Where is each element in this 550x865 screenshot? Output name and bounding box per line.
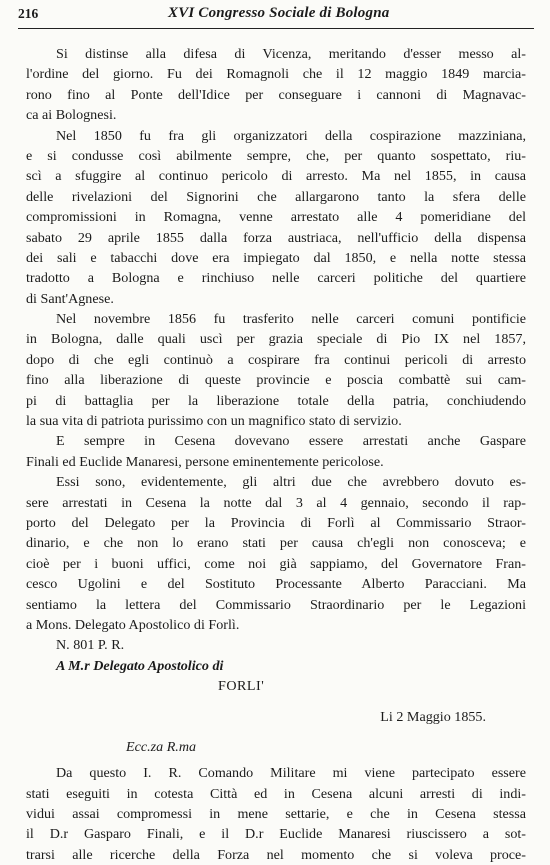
letter-addressee: A M.r Delegato Apostolico di	[56, 657, 224, 674]
text-line: Si distinse alla difesa di Vicenza, meritando d'esser messo al-	[56, 46, 526, 62]
page-body	[26, 44, 526, 865]
text-line: sentiamo la lettera del Commissario Straordinario per le Legazioni	[26, 596, 526, 613]
paragraph	[26, 309, 526, 431]
text-line: trarsi alle ricerche della Forza nel momento che si voleva proce-	[26, 846, 526, 863]
text-line: dinario, e che non lo erano stati per causa ch'egli non conosceva; e	[26, 535, 526, 552]
text-line: porto del Delegato per la Provincia di Forlì al Commissario Straor-	[26, 514, 526, 531]
paragraph	[26, 472, 526, 635]
text-line: Nel novembre 1856 fu trasferito nelle carceri comuni pontificie	[56, 311, 526, 328]
text-line: l'ordine del giorno. Fu dei Romagnoli che il 12 maggio 1849 marcia-	[26, 66, 526, 83]
letter-salutation: Ecc.za R.ma	[126, 738, 197, 755]
running-header	[18, 2, 534, 29]
letter-city: FORLI'	[218, 678, 265, 695]
text-line: pi di battaglia per la liberazione totale della patria, conchiudendo	[26, 392, 526, 409]
text-line: scì a sfuggire al continuo pericolo di arresto. Ma nel 1855, in causa	[26, 168, 526, 185]
text-line: la sua vita di patriota purissimo con un magnifico stato di servizio.	[26, 413, 402, 430]
paragraph	[26, 431, 526, 472]
text-line: di Sant'Agnese.	[26, 290, 114, 307]
text-line: stati eseguiti in cotesta Città ed in Cesena alcuni arresti di indi-	[26, 785, 526, 802]
text-line: dei sali e tabacchi dove era impiegato dal 1850, e nella notte stessa	[26, 249, 526, 266]
paragraph	[26, 44, 526, 126]
text-line: sabato 29 aprile 1855 dalla forza austriaca, nell'ufficio della dispensa	[26, 229, 526, 246]
letter-number: N. 801 P. R.	[56, 637, 125, 654]
text-line: dopo di che egli continuò a cospirare fra continui pericoli di arresto	[26, 351, 526, 368]
text-line: fino alla liberazione di queste provincie e poscia combattè sui cam-	[26, 372, 526, 389]
text-line: Nel 1850 fu fra gli organizzatori della cospirazione mazziniana,	[56, 127, 526, 144]
letter-heading	[26, 635, 526, 763]
text-line: rono fino al Ponte dell'Idice per conseguare i cannoni di Magnavac-	[26, 86, 526, 103]
page-number: 216	[18, 6, 39, 21]
text-line: il D.r Gasparo Finali, e il D.r Euclide Manaresi riuscissero a sot-	[26, 826, 526, 843]
paragraph	[26, 126, 526, 310]
text-line: vidui assai compromessi in mene settarie, e che in Cesena stessa	[26, 806, 526, 823]
text-line: compromissioni in Romagna, venne arrestato alle 4 pomeridiane del	[26, 209, 526, 226]
text-line: cesco Ugolini e del Sostituto Processante Alberto Paracciani. Ma	[26, 576, 526, 593]
text-line: Essi sono, evidentemente, gli altri due che avrebbero dovuto es-	[56, 474, 526, 491]
text-line: Da questo I. R. Comando Militare mi viene partecipato essere	[56, 765, 526, 782]
letter-body	[26, 763, 526, 865]
text-line: in Bologna, dalle quali uscì per grazia speciale di Pio IX nel 1857,	[26, 331, 526, 348]
text-line: ca ai Bolognesi.	[26, 107, 117, 124]
text-line: cioè per i buoni uffici, come noi già sappiamo, del Governatore Fran-	[26, 555, 526, 572]
running-title: XVI Congresso Sociale di Bologna	[168, 5, 390, 21]
text-line: sere arrestati in Cesena la notte dal 3 al 4 gennaio, secondo il rap-	[26, 494, 526, 511]
text-line: e si condusse così abilmente sempre, che, per quanto sospettato, riu-	[26, 147, 526, 164]
text-line: E sempre in Cesena dovevano essere arrestati anche Gaspare	[56, 433, 526, 450]
text-line: Finali ed Euclide Manaresi, persone eminentemente pericolose.	[26, 453, 384, 470]
text-line: a Mons. Delegato Apostolico di Forlì.	[26, 616, 240, 633]
letter-date: Li 2 Maggio 1855.	[380, 708, 486, 725]
text-line: tradotto a Bologna e rinchiuso nelle carceri politiche del quartiere	[26, 270, 526, 287]
text-line: delle rivelazioni del Signorini che allargarono tanto la sfera delle	[26, 188, 526, 205]
